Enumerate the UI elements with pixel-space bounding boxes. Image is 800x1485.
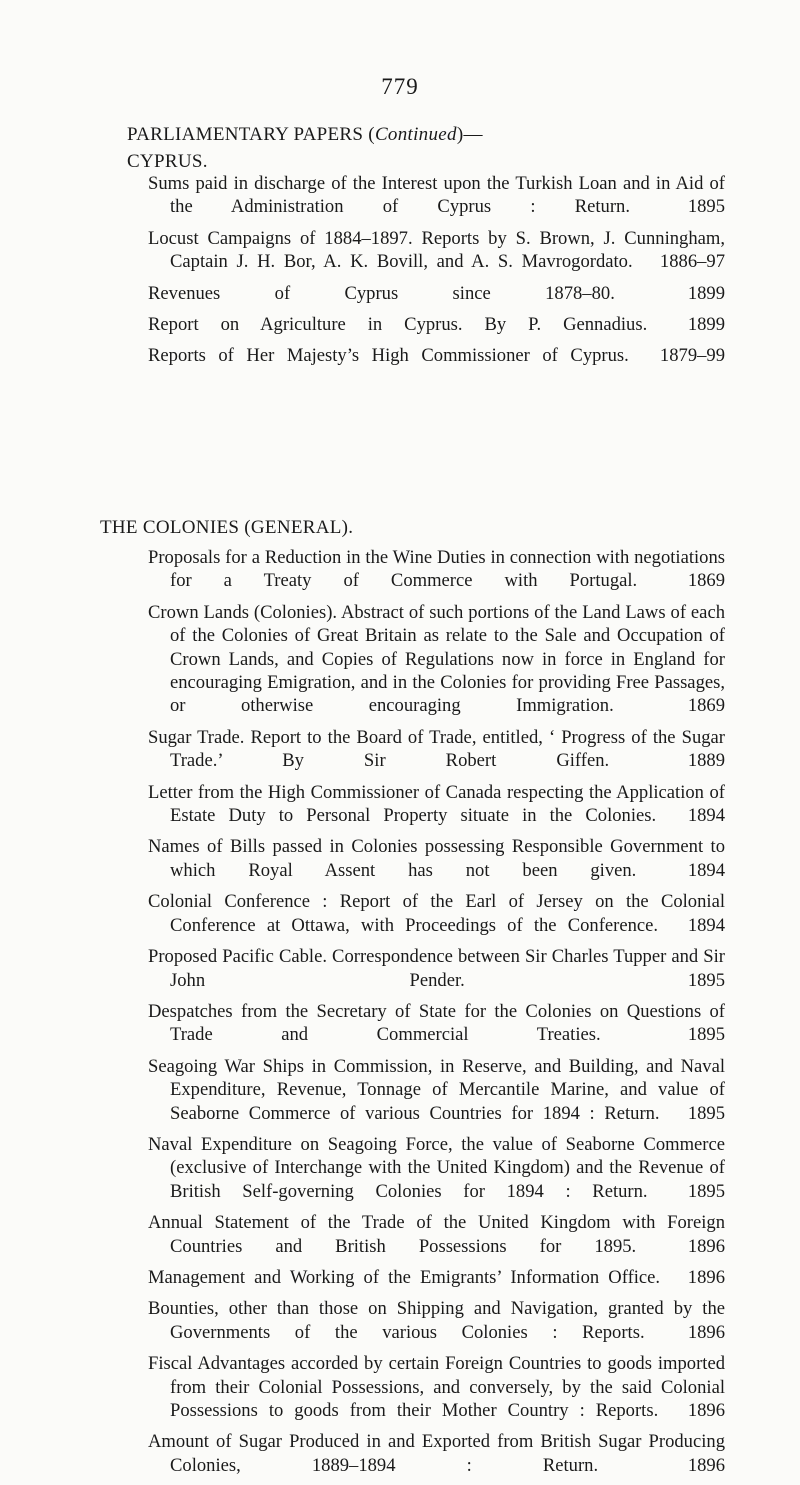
catalog-entry xyxy=(148,313,725,336)
entry-year: 1895 xyxy=(687,1102,726,1124)
entry-year: 1896 xyxy=(687,1266,725,1288)
entry-title: Crown Lands (Colonies). Abstract of such portions of the Land Laws of each of the Colonies of Great Britain as relate to the Sale and Occupation of Crown Lands, and Copies of Regulations now in force in England for encouraging Emigration, and in the Colonies for providing Free Passages, or otherwise encouraging Immigration. xyxy=(148,601,725,717)
running-head xyxy=(127,124,483,146)
entry-title: Report on Agriculture in Cyprus. By P. Gennadius. xyxy=(148,314,648,336)
entry-title: Despatches from the Secretary of State for the Colonies on Questions of Trade and Commercial Treaties. xyxy=(148,1000,725,1046)
section-heading-colonies-general: THE COLONIES (GENERAL). xyxy=(100,517,354,538)
entry-title: Bounties, other than those on Shipping and Navigation, granted by the Governments of the various Colonies : Reports. xyxy=(148,1298,725,1343)
catalog-entry xyxy=(148,1133,725,1203)
entry-title: Locust Campaigns of 1884–1897. Reports by S. Brown, J. Cunningham, Captain J. H. Bor, A. K. Bovill, and A. S. Mavrogordato. xyxy=(148,227,725,273)
catalog-entry xyxy=(148,781,725,828)
cyprus-entry-list xyxy=(0,172,800,376)
entry-year: 1895 xyxy=(687,196,725,218)
entry-title: Colonial Conference : Report of the Earl of Jersey on the Colonial Conference at Ottawa, with Proceedings of the Conference. xyxy=(148,891,725,936)
entry-year: 1894 xyxy=(687,859,726,881)
entry-title: Names of Bills passed in Colonies possessing Responsible Government to which Royal Assent has not been given. xyxy=(148,836,725,881)
entry-year: 1895 xyxy=(687,1180,725,1202)
catalog-entry xyxy=(148,890,725,937)
entry-year: 1895 xyxy=(687,969,725,991)
entry-title: Sums paid in discharge of the Interest upon the Turkish Loan and in Aid of the Administration of Cyprus : Return. xyxy=(148,173,725,218)
entry-title: Amount of Sugar Produced in and Exported from British Sugar Producing Colonies, 1889–1894 : Return. xyxy=(148,1431,725,1476)
catalog-entry xyxy=(148,945,725,992)
entry-year: 1896 xyxy=(687,1400,725,1421)
entry-title: Reports of Her Majesty’s High Commissioner of Cyprus. xyxy=(148,345,629,367)
entry-year: 1889 xyxy=(687,750,725,772)
section-heading-cyprus: CYPRUS. xyxy=(127,151,208,172)
entry-year: 1896 xyxy=(687,1454,725,1476)
entry-title: Proposed Pacific Cable. Correspondence between Sir Charles Tupper and Sir John Pender. xyxy=(148,946,725,991)
entry-title: Annual Statement of the Trade of the United Kingdom with Foreign Countries and British Possessions for 1895. xyxy=(148,1212,725,1257)
entry-title: Proposals for a Reduction in the Wine Duties in connection with negotiations for a Treaty of Commerce with Portugal. xyxy=(148,547,725,592)
entry-year: 1896 xyxy=(687,1235,725,1257)
catalog-entry xyxy=(148,227,725,274)
entry-year: 1895 xyxy=(687,1024,725,1046)
entry-year: 1896 xyxy=(687,1321,725,1343)
catalog-entry xyxy=(148,1352,725,1422)
entry-year: 1886–97 xyxy=(659,251,725,273)
entry-year: 1869 xyxy=(687,695,725,717)
colonies-entry-list xyxy=(0,546,800,1485)
catalog-entry xyxy=(148,1430,725,1477)
entry-year: 1869 xyxy=(687,570,725,592)
catalog-entry xyxy=(148,601,725,718)
catalog-entry xyxy=(148,1266,725,1289)
catalog-entry xyxy=(148,282,725,305)
page-number: 779 xyxy=(381,74,419,99)
catalog-entry xyxy=(148,835,726,882)
entry-year: 1899 xyxy=(687,282,725,304)
running-head-suffix: )— xyxy=(456,124,483,145)
running-head-prefix: PARLIAMENTARY PAPERS ( xyxy=(127,124,375,145)
entry-year: 1894 xyxy=(687,914,725,936)
catalog-entry xyxy=(148,1297,725,1344)
catalog-entry xyxy=(148,1211,725,1258)
catalog-entry xyxy=(148,344,725,367)
entry-title: Management and Working of the Emigrants’ Information Office. xyxy=(148,1266,661,1288)
entry-title: Sugar Trade. Report to the Board of Trade, entitled, ‘ Progress of the Sugar Trade.’ By Sir Robert Giffen. xyxy=(148,726,725,772)
entry-year: 1894 xyxy=(687,805,725,827)
catalog-entry xyxy=(148,1055,726,1125)
catalog-entry xyxy=(148,1000,725,1047)
entry-title: Seagoing War Ships in Commission, in Reserve, and Building, and Naval Expenditure, Revenue, Tonnage of Mercantile Marine, and value of Seaborne Commerce of various Countries for 1894 : Return. xyxy=(148,1055,725,1124)
catalog-entry xyxy=(148,172,725,219)
catalog-entry xyxy=(148,726,725,773)
entry-title: Letter from the High Commissioner of Canada respecting the Application of Estate Duty to Personal Property situate in the Colonies. xyxy=(148,781,725,827)
entry-title: Naval Expenditure on Seagoing Force, the value of Seaborne Commerce (exclusive of Interchange with the United Kingdom) and the Revenue of British Self-governing Colonies for 1894 : Return. xyxy=(148,1133,725,1202)
entry-title: Revenues of Cyprus since 1878–80. xyxy=(148,282,615,304)
entry-title: Fiscal Advantages accorded by certain Foreign Countries to goods imported from their Colonial Possessions, and conversely, by the said Colonial Possessions to goods from their Mother Country : Reports. xyxy=(148,1353,725,1421)
entry-year: 1899 xyxy=(687,314,725,336)
running-head-continued: Continued xyxy=(374,124,457,145)
entry-year: 1879–99 xyxy=(659,345,725,367)
catalog-entry xyxy=(148,546,725,593)
